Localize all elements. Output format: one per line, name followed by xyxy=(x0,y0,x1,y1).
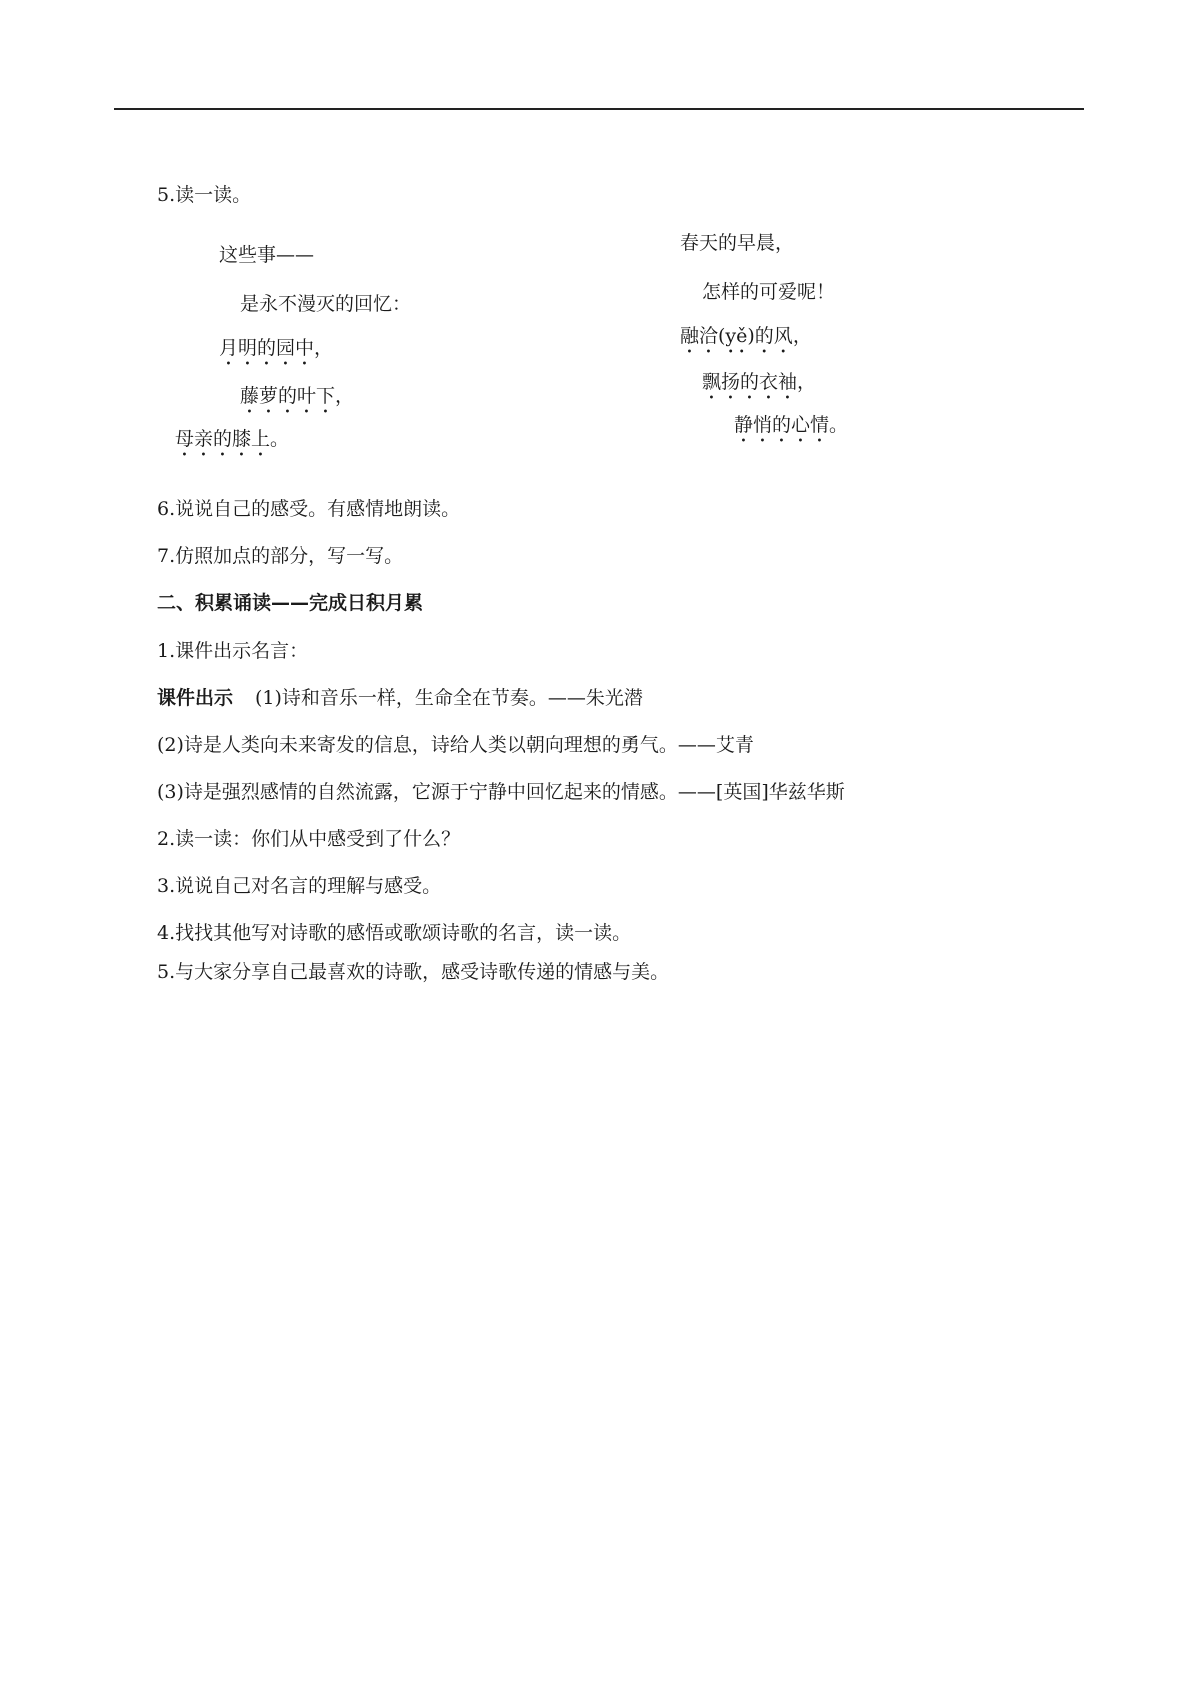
s5-heading: 5.读一读。 xyxy=(157,184,252,206)
emphasized-phrase: 母亲的膝上 xyxy=(175,428,271,450)
poem-right-line-1: 春天的早晨， xyxy=(680,232,795,254)
poem-right-line-4: 飘扬的衣袖， xyxy=(702,371,817,393)
poem-left-line-5: 母亲的膝上。 xyxy=(175,428,290,450)
emphasized-phrase: 月明的园中 xyxy=(219,337,315,359)
section-2-item-4: 4.找找其他写对诗歌的感悟或歌颂诗歌的名言，读一读。 xyxy=(157,922,632,944)
poem-right-line-3: 融洽(yě)的风， xyxy=(680,325,812,347)
poem-left-line-4: 藤萝的叶下， xyxy=(240,385,355,407)
poem-right-line-2: 怎样的可爱呢！ xyxy=(702,281,836,303)
poem-left-line-1: 这些事—— xyxy=(219,244,315,266)
poem-left-line-3: 月明的园中， xyxy=(219,337,334,359)
courseware-quote-1: 课件出示 (1)诗和音乐一样，生命全在节奏。——朱光潜 xyxy=(157,687,643,709)
emphasized-phrase: 藤萝的叶下 xyxy=(240,385,336,407)
emphasized-phrase: 静悄的心情 xyxy=(734,414,830,436)
courseware-quote-2: (2)诗是人类向未来寄发的信息，诗给人类以朝向理想的勇气。——艾青 xyxy=(157,734,754,756)
poem-left-line-2: 是永不漫灭的回忆： xyxy=(240,293,412,315)
section-2-item-2: 2.读一读：你们从中感受到了什么？ xyxy=(157,828,461,850)
emphasized-phrase: 融洽(yě)的风 xyxy=(680,325,793,347)
poem-right-line-5: 静悄的心情。 xyxy=(734,414,849,436)
section-2-item-1: 1.课件出示名言： xyxy=(157,640,309,662)
section-2-item-3: 3.说说自己对名言的理解与感受。 xyxy=(157,875,442,897)
item-7: 7.仿照加点的部分，写一写。 xyxy=(157,545,404,567)
header-rule xyxy=(114,108,1084,110)
courseware-quote-3: (3)诗是强烈感情的自然流露，它源于宁静中回忆起来的情感。——[英国]华兹华斯 xyxy=(157,781,845,803)
section-2-item-5: 5.与大家分享自己最喜欢的诗歌，感受诗歌传递的情感与美。 xyxy=(157,961,670,983)
section-2-heading: 二、积累诵读——完成日积月累 xyxy=(157,592,424,614)
item-6: 6.说说自己的感受。有感情地朗读。 xyxy=(157,498,461,520)
emphasized-phrase: 飘扬的衣袖 xyxy=(702,371,798,393)
courseware-label: 课件出示 xyxy=(157,687,234,709)
